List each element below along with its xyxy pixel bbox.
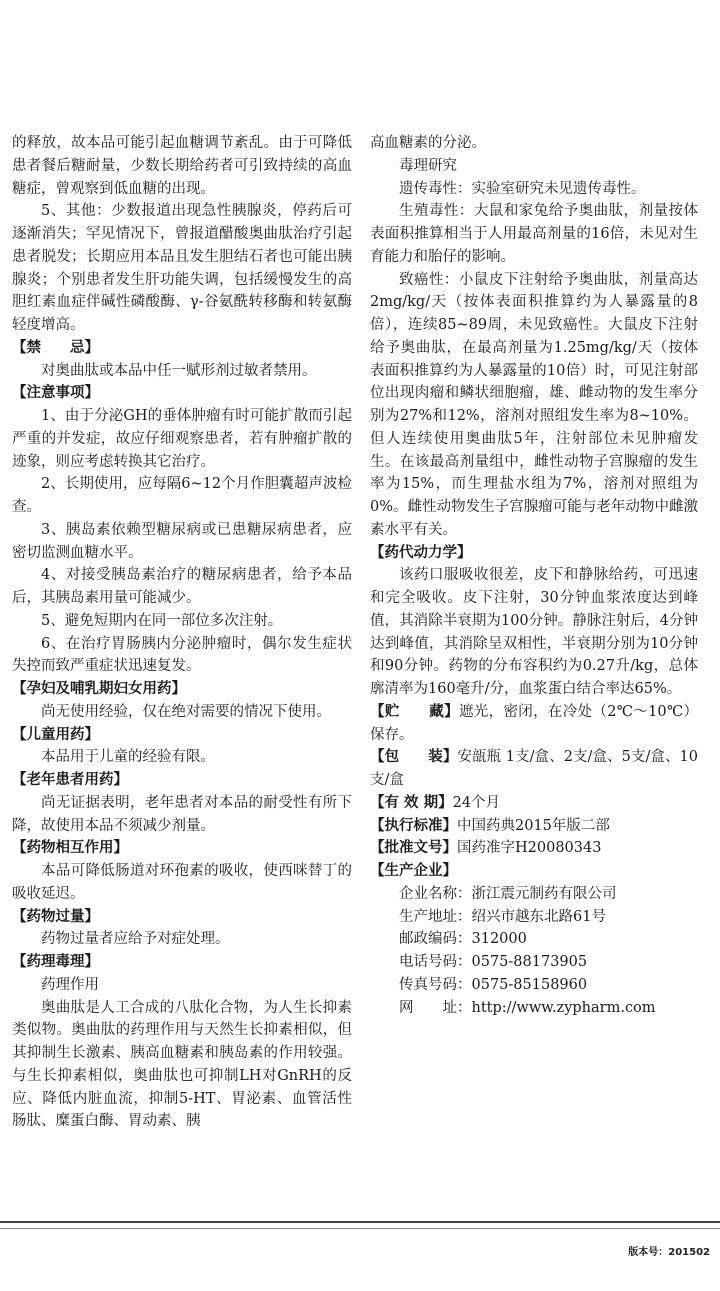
section-heading: 【孕妇及哺乳期妇女用药】 [12,680,186,697]
paragraph: 2、长期使用，应每隔6~12个月作胆囊超声波检查。 [12,476,352,515]
version-number: 版本号：201502 [628,1247,710,1258]
section-heading: 【药代动力学】 [370,543,472,561]
footer-rule-thick [0,1221,720,1223]
paragraph: 致癌性：小鼠皮下注射给予奥曲肽，剂量高达2mg/kg/天（按体表面积推算约为人暴露量的8倍），连续85~89周，未见致癌性。大鼠皮下注射给予奥曲肽，在最高剂量为1.25mg/kg/天（按体表面积推算约为人暴露量的10倍）时，可见注射部位出现肉瘤和鳞状细胞瘤，雄、雌动物的发生率分别为27%和12%，溶剂对照组发生率为8~10%。但人连续使用奥曲肽5年，注射部位未见肿瘤发生。在该最高剂量组中，雌性动物子宫腺瘤的发生率为15%，而生理盐水组为7%，溶剂对照组为0%。雌性动物发生子宫腺瘤可能与老年动物中雌激素水平有关。 [370,271,698,538]
paragraph: 5、避免短期内在同一部位多次注射。 [41,612,283,629]
section-inline [370,792,698,815]
section-inline [370,701,698,747]
section-heading: 【生产企业】 [370,862,457,879]
section-heading: 【执行标准】 [370,816,457,834]
section-value: 24个月 [452,794,501,811]
paragraph: 高血糖素的分泌。 [370,135,486,151]
section-value: 遮光，密闭，在冷处（2℃～10℃）保存。 [370,703,698,743]
paragraph: 网 址：http://www.zypharm.com [399,999,656,1016]
section-value: 中国药典2015年版二部 [457,817,610,834]
paragraph: 生殖毒性：大鼠和家兔给予奥曲肽，剂量按体表面积推算相当于人用最高剂量的16倍，未见对生育能力和胎仔的影响。 [370,203,698,265]
paragraph: 生产地址：绍兴市越东北路61号 [399,908,606,925]
paragraph: 本品用于儿童的经验有限。 [41,749,215,766]
paragraph: 4、对接受胰岛素治疗的糖尿病患者，给予本品后，其胰岛素用量可能减少。 [12,567,352,606]
paragraph: 1、由于分泌GH的垂体肿瘤有时可能扩散而引起严重的并发症，故应仔细观察患者，若有肿瘤扩散的迹象，则应考虑转换其它治疗。 [12,408,352,470]
section-heading: 【包 装】 [370,748,458,766]
section-inline [370,837,698,860]
section-inline [370,815,698,838]
paragraph: 5、其他：少数报道出现急性胰腺炎，停药后可逐渐消失；罕见情况下，曾报道醋酸奥曲肽治疗引起患者脱发；长期应用本品且发生胆结石者也可能出胰腺炎；个别患者发生肝功能失调，包括缓慢发生的高胆红素血症伴碱性磷酸酶、γ-谷氨酰转移酶和转氨酶轻度增高。 [12,203,352,333]
section-heading: 【禁 忌】 [12,338,99,356]
paragraph: 的释放，故本品可能引起血糖调节紊乱。由于可降低患者餐后糖耐量，少数长期给药者可引致持续的高血糖症，曾观察到低血糖的出现。 [12,135,352,197]
section-heading: 【药物过量】 [12,907,99,925]
section-heading: 【注意事项】 [12,384,99,402]
section-heading: 【老年患者用药】 [12,771,128,788]
paragraph: 药物过量者应给予对症处理。 [41,931,230,948]
paragraph: 本品可降低肠道对环孢素的吸收，使西咪替丁的吸收延迟。 [12,863,352,902]
right-column [370,132,698,1019]
section-heading: 【批准文号】 [370,839,457,857]
section-value: 国药准字H20080343 [457,840,602,857]
paragraph: 尚无使用经验，仅在绝对需要的情况下使用。 [41,703,331,720]
paragraph: 该药口服吸收很差，皮下和静脉给药，可迅速和完全吸收。皮下注射，30分钟血浆浓度达到峰值，其消除半衰期为100分钟。静脉注射后，4分钟达到峰值，其消除呈双相性，半衰期分别为10分钟和90分钟。药物的分布容积约为0.27升/kg，总体廓清率为160毫升/分，血浆蛋白结合率达65%。 [370,567,698,697]
section-heading: 【有 效 期】 [370,793,453,811]
paragraph: 传真号码：0575-85158960 [399,976,588,993]
paragraph: 6、在治疗胃肠胰内分泌肿瘤时，偶尔发生症状失控而致严重症状迅速复发。 [12,635,352,675]
section-value: 安瓿瓶 1支/盒、2支/盒、5支/盒、10支/盒 [370,749,699,788]
section-heading: 【药物相互作用】 [12,839,128,857]
paragraph: 遗传毒性：实验室研究未见遗传毒性。 [399,180,646,197]
paragraph: 电话号码：0575-88173905 [399,954,588,970]
left-column [12,132,352,1133]
paragraph: 毒理研究 [399,157,457,174]
footer-rule-thin [0,1228,720,1229]
paragraph: 邮政编码：312000 [399,931,527,948]
paragraph: 企业名称：浙江震元制药有限公司 [399,885,617,902]
section-heading: 【药理毒理】 [12,953,99,970]
section-inline [370,746,698,792]
section-heading: 【儿童用药】 [12,725,99,743]
paragraph: 奥曲肽是人工合成的八肽化合物，为人生长抑素类似物。奥曲肽的药理作用与天然生长抑素相似，但其抑制生长激素、胰高血糖素和胰岛素的作用较强。与生长抑素相似，奥曲肽也可抑制LH对GnRH的反应、降低内脏血流，抑制5-HT、胃泌素、血管活性肠肽、糜蛋白酶、胃动素、胰 [12,999,352,1130]
paragraph: 尚无证据表明，老年患者对本品的耐受性有所下降，故使用本品不须减少剂量。 [12,794,352,834]
paragraph: 药理作用 [41,976,99,993]
paragraph: 对奥曲肽或本品中任一赋形剂过敏者禁用。 [41,362,317,379]
paragraph: 3、胰岛素依赖型糖尿病或已患糖尿病患者，应密切监测血糖水平。 [12,521,352,561]
section-heading: 【贮 藏】 [370,702,459,720]
